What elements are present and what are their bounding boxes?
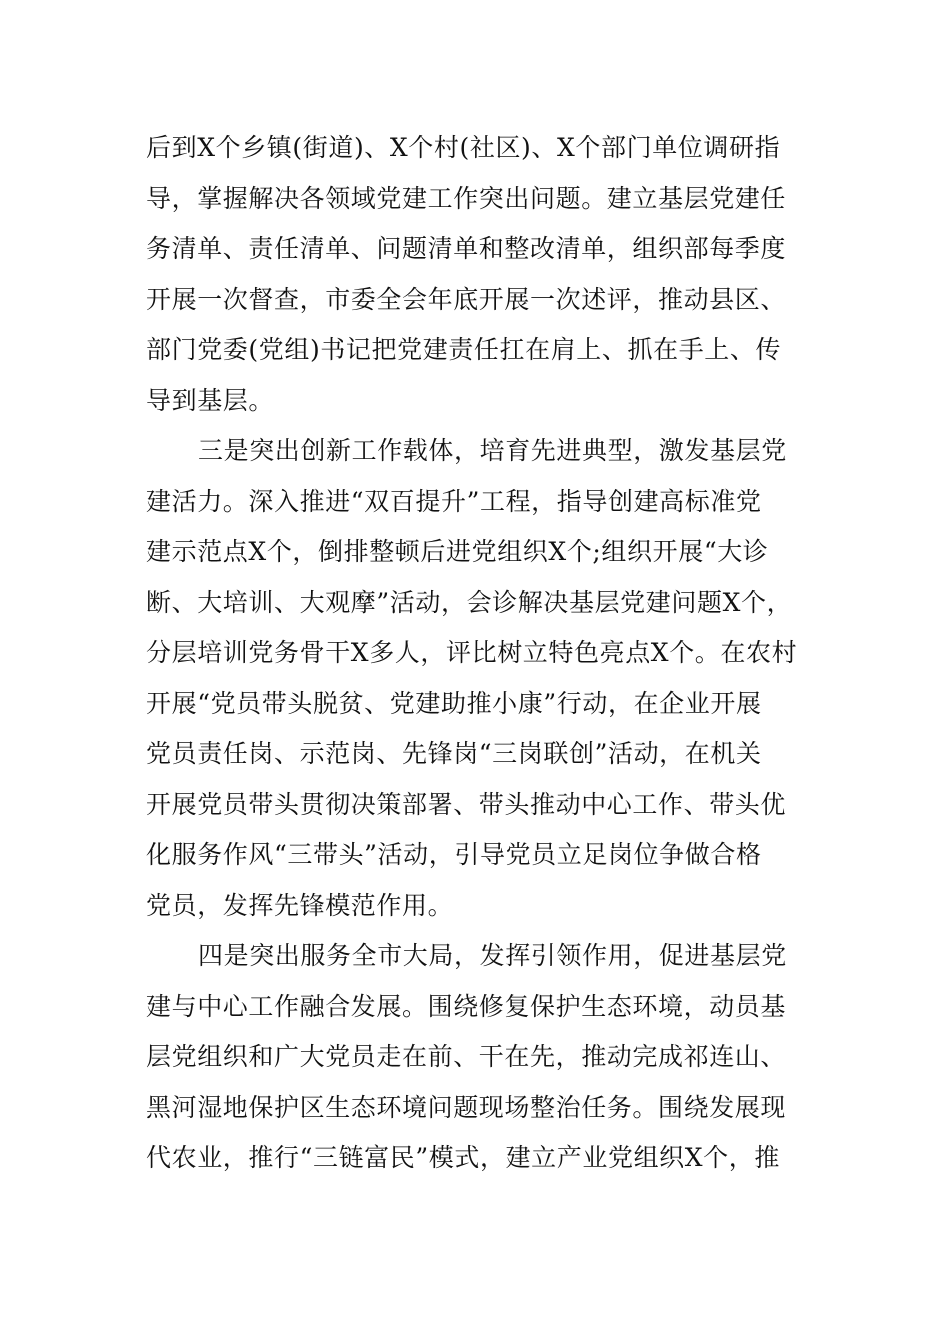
- text-line: 建示范点X个，倒排整顿后进党组织X个;组织开展“大诊: [146, 537, 769, 566]
- text-line: 层党组织和广大党员走在前、干在先，推动完成祁连山、: [146, 1042, 787, 1071]
- text-line: 党员责任岗、示范岗、先锋岗“三岗联创”活动，在机关: [146, 739, 762, 768]
- paragraph-1: [146, 123, 806, 426]
- text-line: 四是突出服务全市大局，发挥引领作用，促进基层党: [198, 941, 787, 970]
- text-line: 开展“党员带头脱贫、党建助推小康”行动，在企业开展: [146, 688, 762, 718]
- paragraph-3: [146, 931, 806, 1184]
- text-line: 后到X个乡镇(街道)、X个村(社区)、X个部门单位调研指: [146, 133, 781, 162]
- text-line: 务清单、责任清单、问题清单和整改清单，组织部每季度: [146, 234, 787, 263]
- text-line: 建与中心工作融合发展。围绕修复保护生态环境，动员基: [146, 991, 787, 1021]
- text-line: 党员，发挥先锋模范作用。: [146, 890, 454, 920]
- document-body: [146, 123, 806, 1184]
- text-line: 代农业，推行“三链富民”模式，建立产业党组织X个，推: [146, 1143, 780, 1172]
- text-line: 导，掌握解决各领域党建工作突出问题。建立基层党建任: [146, 183, 787, 213]
- text-line: 开展一次督查，市委全会年底开展一次述评，推动县区、: [146, 284, 787, 314]
- text-line: 断、大培训、大观摩”活动，会诊解决基层党建问题X个，: [146, 587, 793, 617]
- text-line: 建活力。深入推进“双百提升”工程，指导创建高标准党: [146, 486, 762, 516]
- text-line: 部门党委(党组)书记把党建责任扛在肩上、抓在手上、传: [146, 335, 782, 364]
- text-line: 黑河湿地保护区生态环境问题现场整治任务。围绕发展现: [146, 1092, 787, 1122]
- paragraph-2: [146, 426, 806, 931]
- text-line: 三是突出创新工作载体，培育先进典型，激发基层党: [198, 436, 787, 465]
- text-line: 化服务作风“三带头”活动，引导党员立足岗位争做合格: [146, 840, 762, 869]
- text-line: 分层培训党务骨干X多人，评比树立特色亮点X个。在农村: [146, 638, 798, 667]
- text-line: 导到基层。: [146, 385, 275, 415]
- text-line: 开展党员带头贯彻决策部署、带头推动中心工作、带头优: [146, 789, 787, 819]
